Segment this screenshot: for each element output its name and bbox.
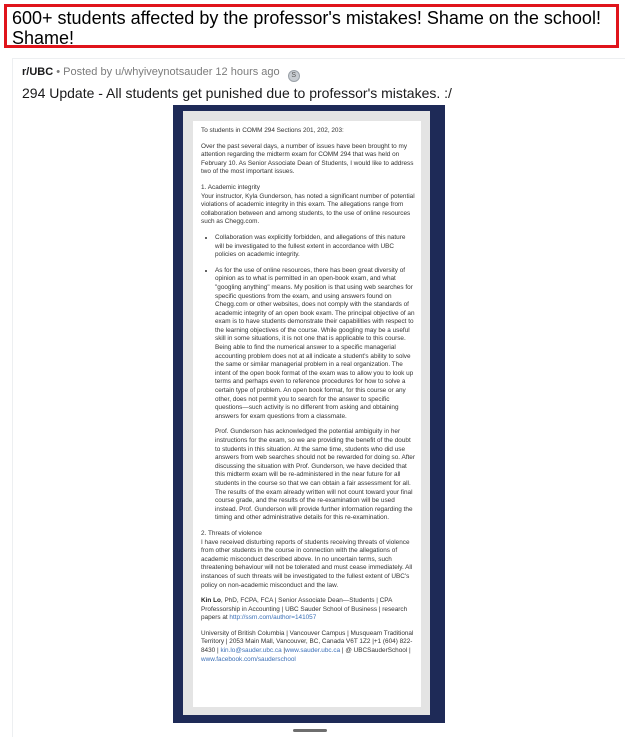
- section1-heading: 1. Academic integrity: [201, 183, 260, 191]
- bullet-collaboration: • Collaboration was explicitly forbidden, and allegations of this nature will be investigated to the fullest extent in accordance with UBC policies on academic integrity.: [215, 234, 415, 260]
- reddit-post[interactable]: [12, 58, 625, 737]
- address-text: University of British Columbia | Vancouver Campus | Musqueam Traditional Territory | 2053 Main Mall, Vancouver, BC, Canada V6T 1Z2 |+1 (604) 822-8430 |: [201, 629, 414, 655]
- integrity-bullets: [201, 234, 415, 523]
- scroll-indicator[interactable]: [293, 729, 327, 732]
- email-link[interactable]: kin.lo@sauder.ubc.ca: [220, 647, 282, 655]
- section2-text: I have received disturbing reports of students receiving threats of violence from other students in the course in connection with the allegations of academic misconduct described above. In no uncertain terms, such threatening behaviour will not be tolerated and must cease immediately. All instances of such threats will be investigated to the fullest extent of UBC's policy on non-academic misconduct and the law.: [201, 538, 413, 589]
- letter-image-frame: [173, 105, 445, 723]
- post-title[interactable]: 294 Update - All students get punished due to professor's mistakes. :/: [22, 85, 452, 101]
- subreddit-link[interactable]: r/UBC: [22, 66, 54, 78]
- meta-separator: •: [56, 66, 64, 78]
- section2: [201, 530, 415, 590]
- signature-titles: , PhD, FCPA, FCA | Senior Associate Dean—Students | CPA Professorship in Accounting | UBC Sauder School of Business | research papers at: [201, 597, 408, 622]
- section2-heading: 2. Threats of violence: [201, 529, 262, 537]
- section1: [201, 184, 415, 227]
- bullet-online-resources: [215, 267, 415, 523]
- headline-banner: 600+ students affected by the professor's mistakes! Shame on the school! Shame!: [4, 4, 619, 48]
- post-meta: [22, 66, 300, 82]
- post-time: 12 hours ago: [215, 66, 280, 78]
- address-block: University of British Columbia | Vancouver Campus | Musqueam Traditional Territory | 2053 Main Mall, Vancouver, BC, Canada V6T 1Z2 |+1 (604) 822-8430 | kin.lo@sauder.ubc.ca |www.sauder.ubc.ca | @ UBCSauderSchool | www.facebook.com/sauderschool: [201, 629, 414, 663]
- bullet2-continuation: Prof. Gunderson has acknowledged the potential ambiguity in her instructions for the exam, so we are providing the benefit of the doubt to students in this situation. At the same time, students who did use answers from web searches should not be rewarded for doing so. After discussing the situation with Prof. Gunderson, we have decided that this midterm exam will be re-administered in the near future for all students in the course so that we can obtain a fair assessment for all. The results of the exam already written will not count toward your final course grade, and the results of the re-examination will be used instead. Prof. Gunderson will provide further information regarding the timing and other administrative details for this re-examination.: [215, 428, 415, 522]
- section1-text: Your instructor, Kyla Gunderson, has noted a significant number of potential violations of academic integrity in this exam. The allegations range from collaboration between and among students, to the use of online resources such as Chegg.com.: [201, 192, 415, 226]
- bullet2-text: As for the use of online resources, there has been great diversity of opinion as to what is permitted in an open-book exam, and what "googling anything" means. My position is that using web searches for specific questions from the exam, and using answers found on Chegg.com or other websites, does not comply with the standards of academic integrity of an open book exam. The principal objective of an exam is to have students demonstrate their capabilities with respect to the learning objectives of the course. While googling may be a useful skill in some situations, it is not one that is applicable to this course. Being able to find the numerical answer to a specific managerial accounting problem does not at all indicate a student's ability to solve the same or similar managerial problem in a real organization. The intent of the open book format of the exam was to allow you to look up terms and perhaps even to reference procedures for how to solve a certain type of problem. An open book format, for this course or any other, does not permit you to search for the answer to specific questions—such activity is no different from asking and obtaining answers for exam questions from a classmate.: [215, 266, 415, 420]
- letter-border: [183, 111, 430, 715]
- facebook-link[interactable]: www.facebook.com/sauderschool: [201, 655, 296, 663]
- silver-award-icon[interactable]: S: [288, 70, 300, 82]
- ssrn-link[interactable]: http://ssrn.com/author=141057: [229, 614, 317, 622]
- twitter-handle: | @ UBCSauderSchool |: [340, 647, 411, 655]
- post-image[interactable]: [13, 105, 625, 737]
- letter-salutation: To students in COMM 294 Sections 201, 202, 203:: [201, 127, 344, 134]
- letter-document: [193, 121, 421, 707]
- website-link[interactable]: www.sauder.ubc.ca: [285, 647, 341, 655]
- posted-by[interactable]: Posted by u/whyiveynotsauder: [63, 66, 213, 78]
- signature: [201, 597, 415, 623]
- signature-name: Kin Lo: [201, 597, 221, 605]
- letter-intro: Over the past several days, a number of issues have been brought to my attention regarding the midterm exam for COMM 294 that was held on February 10. As Senior Associate Dean of Students, I would like to address two of the most important issues.: [201, 142, 414, 176]
